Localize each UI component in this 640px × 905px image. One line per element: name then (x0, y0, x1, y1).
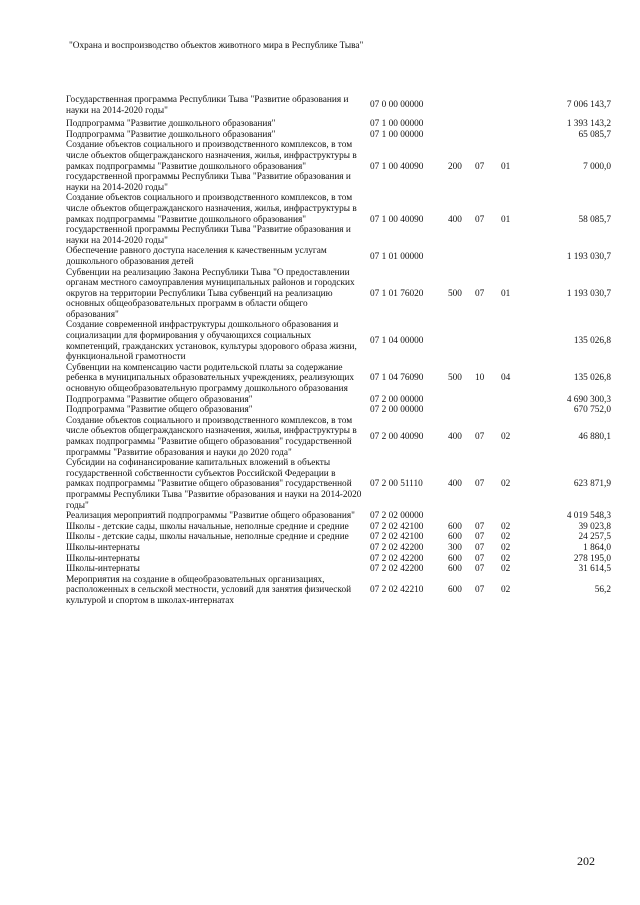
row-amount: 1 193 030,7 (566, 288, 611, 299)
table-row (66, 522, 611, 533)
row-name: Подпрограмма "Развитие дошкольного образования" (66, 119, 276, 130)
row-amount: 135 026,8 (573, 336, 611, 347)
row-amount: 31 614,5 (578, 564, 611, 575)
row-subsection: 01 (501, 288, 511, 299)
row-section: 07 (475, 214, 485, 225)
row-code: 07 2 00 00000 (370, 405, 424, 416)
row-subsection: 02 (501, 564, 511, 575)
row-code: 07 2 02 42100 (370, 532, 424, 543)
row-amount: 58 085,7 (578, 214, 611, 225)
table-row (66, 416, 611, 458)
row-name: Создание объектов социального и производственного комплексов, в том числе объектов общегражданского назначения, жилья, инфраструктуры в рамках подпрограммы "Развитие дошкольного образования" государственной программы Республики Тыва "Развитие образования и науки на 2014-2020 годы" (66, 140, 357, 193)
row-section: 07 (475, 553, 485, 564)
table-row (66, 532, 611, 543)
row-section: 07 (475, 564, 485, 575)
row-code: 07 2 00 40090 (370, 431, 424, 442)
row-subsection: 02 (501, 532, 511, 543)
table-row (66, 119, 611, 130)
table-row (66, 458, 611, 511)
table-row (66, 130, 611, 141)
table-row (66, 575, 611, 607)
row-code: 07 2 02 42200 (370, 542, 424, 553)
table-row (66, 320, 611, 362)
row-expense-type: 600 (448, 553, 462, 564)
row-code: 07 1 01 76020 (370, 288, 424, 299)
row-amount: 7 006 143,7 (566, 100, 611, 111)
row-name: Создание объектов социального и производственного комплексов, в том числе объектов общегражданского назначения, жилья, инфраструктуры в рамках подпрограммы "Развитие общего образования" государственной программы "Развитие образования и науки до 2020 года" (66, 415, 357, 458)
page-header: "Охрана и воспроизводство объектов животного мира в Республике Тыва" (69, 41, 364, 51)
row-name: Школы-интернаты (66, 564, 140, 575)
row-code: 07 2 02 42200 (370, 553, 424, 564)
table-row (66, 246, 611, 267)
row-subsection: 02 (501, 553, 511, 564)
page-number: 202 (577, 854, 595, 868)
row-amount: 4 019 548,3 (566, 511, 611, 522)
row-code: 07 2 00 00000 (370, 394, 424, 405)
row-name: Подпрограмма "Развитие дошкольного образования" (66, 129, 276, 140)
row-code: 07 1 00 00000 (370, 129, 424, 140)
row-name: Школы-интернаты (66, 542, 140, 553)
row-name: Создание современной инфраструктуры дошкольного образования и социализации для формирования у обучающихся социальных компетенций, гражданских установок, культуры здорового образа жизни, функциональной грамотности (66, 320, 357, 363)
row-section: 07 (475, 288, 485, 299)
row-name: Государственная программа Республики Тыва "Развитие образования и науки на 2014-2020 годы" (66, 95, 349, 116)
row-subsection: 02 (501, 542, 511, 553)
row-expense-type: 300 (448, 542, 462, 553)
table-row (66, 363, 611, 395)
row-expense-type: 400 (448, 431, 462, 442)
row-code: 07 2 00 51110 (370, 479, 423, 490)
row-subsection: 04 (501, 373, 511, 384)
row-amount: 623 871,9 (573, 479, 611, 490)
row-section: 10 (475, 373, 485, 384)
row-subsection: 02 (501, 585, 511, 596)
row-amount: 39 023,8 (578, 521, 611, 532)
row-code: 07 0 00 00000 (370, 100, 424, 111)
row-expense-type: 200 (448, 161, 462, 172)
row-name: Обеспечение равного доступа населения к качественным услугам дошкольного образования детей (66, 246, 327, 267)
row-expense-type: 400 (448, 479, 462, 490)
row-code: 07 2 02 42100 (370, 521, 424, 532)
row-subsection: 02 (501, 521, 511, 532)
row-expense-type: 500 (448, 288, 462, 299)
row-section: 07 (475, 161, 485, 172)
table-row (66, 140, 611, 193)
row-name: Школы - детские сады, школы начальные, неполные средние и средние (66, 532, 349, 543)
row-code: 07 2 02 42200 (370, 564, 424, 575)
row-amount: 670 752,0 (573, 405, 611, 416)
row-name: Школы-интернаты (66, 553, 140, 564)
row-amount: 56,2 (594, 585, 611, 596)
row-amount: 278 195,0 (573, 553, 611, 564)
row-code: 07 2 02 42210 (370, 585, 424, 596)
row-amount: 1 864,0 (583, 542, 611, 553)
row-code: 07 1 00 40090 (370, 161, 424, 172)
row-code: 07 2 02 00000 (370, 511, 424, 522)
row-amount: 65 085,7 (578, 129, 611, 140)
budget-table (66, 95, 611, 607)
row-section: 07 (475, 532, 485, 543)
row-amount: 46 880,1 (578, 431, 611, 442)
row-code: 07 1 01 00000 (370, 251, 424, 262)
table-row (66, 564, 611, 575)
row-subsection: 01 (501, 161, 511, 172)
row-code: 07 1 04 00000 (370, 336, 424, 347)
row-name: Субвенции на компенсацию части родительской платы за содержание ребенка в муниципальных образовательных учреждениях, реализующих основную общеобразовательную программу дошкольного образования (66, 362, 355, 395)
row-name: Субсидии на софинансирование капитальных вложений в объекты государственной собственности субъектов Российской Федерации в рамках подпрограммы "Развитие общего образования" государственной программы Республики Тыва "Развитие образования и науки на 2014-2020 годы" (66, 458, 362, 511)
table-row (66, 543, 611, 554)
row-amount: 24 257,5 (578, 532, 611, 543)
row-expense-type: 600 (448, 564, 462, 575)
table-row (66, 95, 611, 116)
row-expense-type: 600 (448, 585, 462, 596)
row-name: Подпрограмма "Развитие общего образования" (66, 394, 253, 405)
row-expense-type: 400 (448, 214, 462, 225)
row-subsection: 01 (501, 214, 511, 225)
row-code: 07 1 04 76090 (370, 373, 424, 384)
row-section: 07 (475, 479, 485, 490)
row-name: Подпрограмма "Развитие общего образования" (66, 405, 253, 416)
row-code: 07 1 00 00000 (370, 119, 424, 130)
table-row (66, 511, 611, 522)
table-row (66, 405, 611, 416)
table-row (66, 193, 611, 246)
row-amount: 1 393 143,2 (566, 119, 611, 130)
table-row (66, 554, 611, 565)
row-section: 07 (475, 585, 485, 596)
row-expense-type: 600 (448, 521, 462, 532)
row-section: 07 (475, 521, 485, 532)
table-row (66, 395, 611, 406)
row-expense-type: 500 (448, 373, 462, 384)
row-code: 07 1 00 40090 (370, 214, 424, 225)
row-amount: 135 026,8 (573, 373, 611, 384)
row-subsection: 02 (501, 479, 511, 490)
row-section: 07 (475, 542, 485, 553)
row-amount: 4 690 300,3 (566, 394, 611, 405)
row-subsection: 02 (501, 431, 511, 442)
row-amount: 7 000,0 (583, 161, 611, 172)
row-name: Мероприятия на создание в общеобразовательных организациях, расположенных в сельской местности, условий для занятия физической культурой и спортом в школах-интернатах (66, 574, 352, 606)
row-name: Субвенции на реализацию Закона Республики Тыва "О предоставлении органам местного самоуправления муниципальных районов и городских округов на территории Республики Тыва субвенций на реализацию основных общеобразовательных программ в области общего образования" (66, 267, 355, 320)
row-expense-type: 600 (448, 532, 462, 543)
row-section: 07 (475, 431, 485, 442)
row-name: Реализация мероприятий подпрограммы "Развитие общего образования" (66, 511, 355, 522)
row-name: Школы - детские сады, школы начальные, неполные средние и средние (66, 521, 349, 532)
row-name: Создание объектов социального и производственного комплексов, в том числе объектов общегражданского назначения, жилья, инфраструктуры в рамках подпрограммы "Развитие дошкольного образования" государственной программы Республики Тыва "Развитие образования и науки на 2014-2020 годы" (66, 193, 357, 246)
row-amount: 1 193 030,7 (566, 251, 611, 262)
table-row (66, 268, 611, 321)
